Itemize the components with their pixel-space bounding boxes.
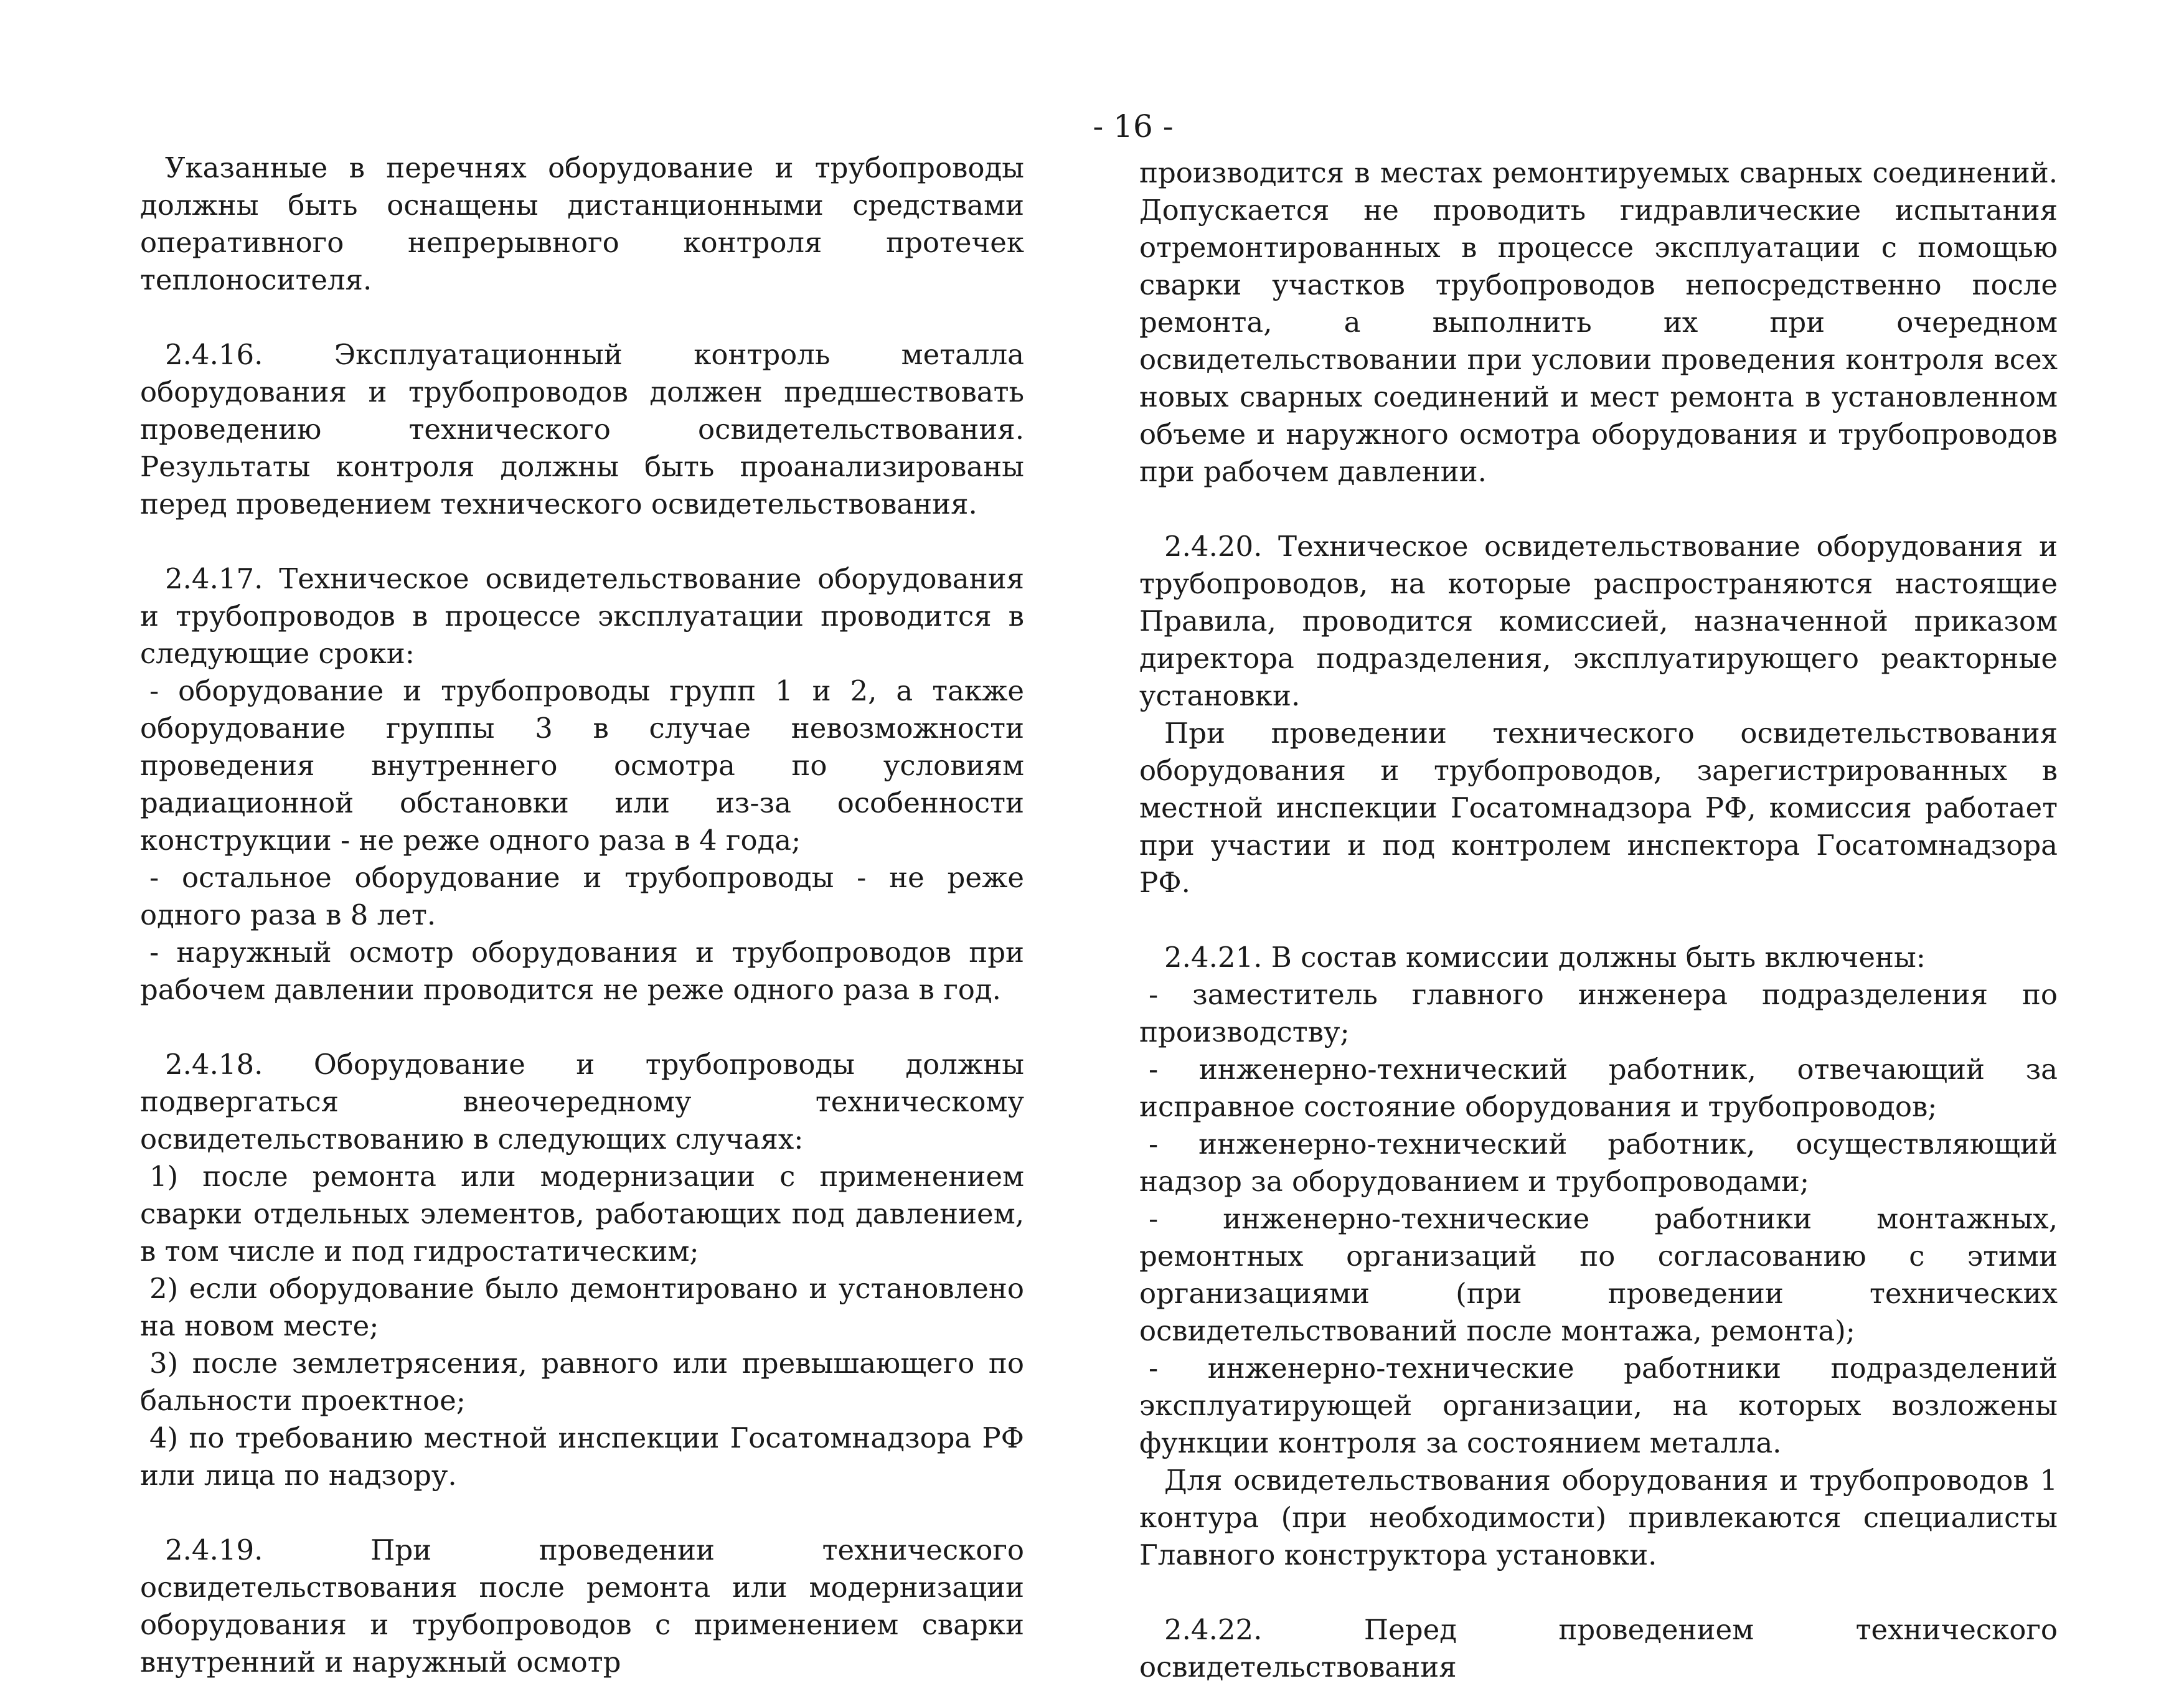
right-column [1139,154,2058,1686]
page-number: - 16 - [1093,108,1174,144]
paragraph: При проведении технического освидетельствования оборудования и трубопроводов, зарегистрированных в местной инспекции Госатомнадзора РФ, комиссия работает при участии и под контролем инспектора Госатомнадзора РФ. [1139,717,2058,899]
paragraph: Для освидетельствования оборудования и трубопроводов 1 контура (при необходимости) привлекаются специалисты Главного конструктора установки. [1139,1464,2058,1571]
paragraph: 2.4.19. При проведении технического освидетельствования после ремонта или модернизации оборудования и трубопроводов с применением сварки внутренний и наружный осмотр [140,1533,1024,1679]
list-item: - заместитель главного инженера подразделения по производству; [1139,978,2058,1048]
left-column [140,149,1024,1681]
paragraph: 2.4.21. В состав комиссии должны быть включены: [1164,941,1926,974]
list-item: - инженерно-технический работник, осуществляющий надзор за оборудованием и трубопроводами; [1139,1128,2058,1198]
list-item: - инженерно-технические работники монтажных, ремонтных организаций по согласованию с этими организациями (при проведении технических освидетельствований после монтажа, ремонта); [1139,1202,2058,1347]
list-item: 2) если оборудование было демонтировано и установлено на новом месте; [140,1272,1024,1342]
list-item: 3) после землетрясения, равного или превышающего по бальности проектное; [140,1347,1024,1417]
list-item: - инженерно-технический работник, отвечающий за исправное состояние оборудования и трубопроводов; [1139,1053,2058,1123]
paragraph: производится в местах ремонтируемых сварных соединений. Допускается не проводить гидравлические испытания отремонтированных в процессе эксплуатации с помощью сварки участков трубопроводов непосредственно после ремонта, а выполнить их при очередном освидетельствовании при условии проведения контроля всех новых сварных соединений и мест ремонта в установленном объеме и наружного осмотра оборудования и трубопроводов при рабочем давлении. [1139,156,2058,488]
paragraph: 2.4.16. Эксплуатационный контроль металла оборудования и трубопроводов должен предшествовать проведению технического освидетельствования. Результаты контроля должны быть проанализированы перед проведением технического освидетельствования. [140,338,1024,520]
list-item: - оборудование и трубопроводы групп 1 и 2, а также оборудование группы 3 в случае невозможности проведения внутреннего осмотра по условиям радиационной обстановки или из-за особенности конструкции - не реже одного раза в 4 года; [140,674,1024,857]
paragraph: 2.4.22. Перед проведением технического освидетельствования [1139,1613,2058,1684]
paragraph: 2.4.20. Техническое освидетельствование оборудования и трубопроводов, на которые распространяются настоящие Правила, проводится комиссией, назначенной приказом директора подразделения, эксплуатирующего реакторные установки. [1139,530,2058,712]
list-item: - инженерно-технические работники подразделений эксплуатирующей организации, на которых возложены функции контроля за состоянием металла. [1139,1352,2058,1459]
paragraph: 2.4.17. Техническое освидетельствование оборудования и трубопроводов в процессе эксплуатации проводится в следующие сроки: [140,562,1024,670]
list-item: 1) после ремонта или модернизации с применением сварки отдельных элементов, работающих под давлением, в том числе и под гидростатическим; [140,1160,1024,1268]
paragraph: 2.4.18. Оборудование и трубопроводы должны подвергаться внеочередному техническому освидетельствованию в следующих случаях: [140,1048,1024,1156]
paragraph: Указанные в перечнях оборудование и трубопроводы должны быть оснащены дистанционными средствами оперативного непрерывного контроля протечек теплоносителя. [140,151,1024,296]
list-item: - наружный осмотр оборудования и трубопроводов при рабочем давлении проводится не реже одного раза в год. [140,936,1024,1006]
list-item: - остальное оборудование и трубопроводы - не реже одного раза в 8 лет. [140,861,1024,931]
list-item: 4) по требованию местной инспекции Госатомнадзора РФ или лица по надзору. [140,1421,1024,1492]
